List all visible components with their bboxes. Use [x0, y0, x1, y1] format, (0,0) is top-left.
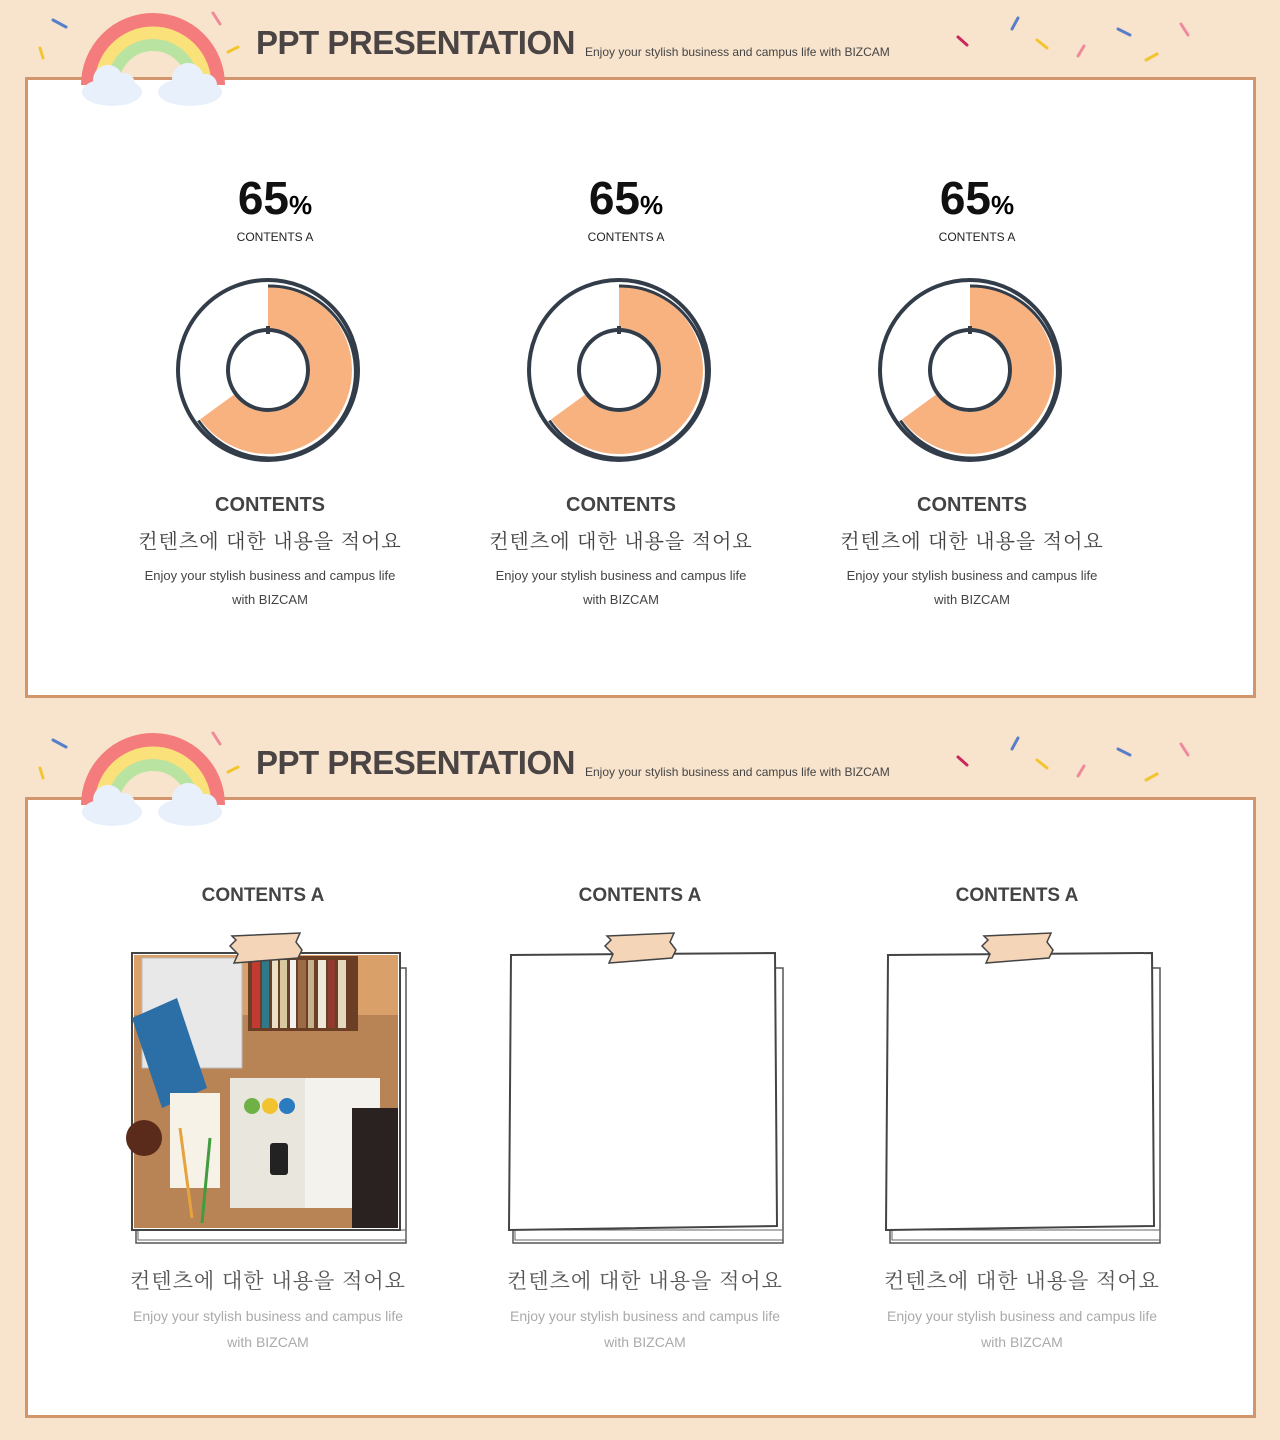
caption-line-1: Enjoy your stylish business and campus life: [495, 568, 747, 583]
donut-chart: [870, 270, 1070, 470]
caption-korean: 컨텐츠에 대한 내용을 적어요: [138, 531, 402, 553]
percent-sign: %: [640, 190, 664, 220]
stat-block: [125, 170, 425, 244]
donut-chart: [519, 270, 719, 470]
donut-inner-ring: [930, 330, 1010, 410]
card-caption: [108, 1265, 428, 1355]
stat-caption: [110, 494, 430, 612]
caption-korean: 컨텐츠에 대한 내용을 적어요: [489, 531, 753, 553]
stat-label: CONTENTS A: [938, 230, 1016, 244]
rainbow-cloud-icon: [78, 10, 228, 110]
caption-line-2: with BIZCAM: [934, 592, 1010, 607]
card-heading-block: [113, 885, 413, 907]
caption-description: [485, 1303, 805, 1355]
percent-sign: %: [289, 190, 313, 220]
caption-line-2: with BIZCAM: [232, 592, 308, 607]
donut-inner-ring: [579, 330, 659, 410]
stat-block: [476, 170, 776, 244]
caption-heading: CONTENTS: [917, 494, 1027, 516]
caption-heading: CONTENTS: [566, 494, 676, 516]
caption-line-1: Enjoy your stylish business and campus life: [144, 568, 396, 583]
caption-korean: 컨텐츠에 대한 내용을 적어요: [884, 1270, 1160, 1293]
tape-decoration: [230, 933, 302, 963]
caption-line-1: Enjoy your stylish business and campus life: [132, 1308, 404, 1324]
caption-description: [110, 564, 430, 612]
caption-line-1: Enjoy your stylish business and campus life: [886, 1308, 1158, 1324]
caption-korean: 컨텐츠에 대한 내용을 적어요: [130, 1270, 406, 1293]
stat-label: CONTENTS A: [587, 230, 665, 244]
stat-caption: [812, 494, 1132, 612]
card-heading-block: [867, 885, 1167, 907]
slide-subtitle: Enjoy your stylish business and campus life with BIZCAM: [585, 765, 890, 779]
percent-number: 65: [939, 172, 992, 224]
slide-title: PPT PRESENTATION: [256, 744, 575, 781]
tape-decoration: [605, 933, 676, 963]
caption-line-1: Enjoy your stylish business and campus life: [509, 1308, 781, 1324]
caption-heading: CONTENTS: [215, 494, 325, 516]
caption-line-2: with BIZCAM: [604, 1334, 686, 1350]
caption-line-2: with BIZCAM: [227, 1334, 309, 1350]
stat-value: [476, 170, 776, 226]
caption-description: [108, 1303, 428, 1355]
photo-frame-placeholder[interactable]: [876, 928, 1166, 1248]
photo-frame-placeholder[interactable]: [499, 928, 789, 1248]
donut-chart: [168, 270, 368, 470]
caption-line-2: with BIZCAM: [981, 1334, 1063, 1350]
caption-description: [812, 564, 1132, 612]
tape-decoration: [982, 933, 1053, 963]
card-heading: CONTENTS A: [955, 885, 1079, 906]
rainbow-cloud-icon: [78, 730, 228, 830]
caption-korean: 컨텐츠에 대한 내용을 적어요: [840, 531, 1104, 553]
desk-photo: [126, 955, 398, 1228]
caption-korean: 컨텐츠에 대한 내용을 적어요: [507, 1270, 783, 1293]
stat-block: [827, 170, 1127, 244]
card-caption: [485, 1265, 805, 1355]
slide-title: PPT PRESENTATION: [256, 24, 575, 61]
card-heading-block: [490, 885, 790, 907]
percent-number: 65: [588, 172, 641, 224]
caption-line-2: with BIZCAM: [583, 592, 659, 607]
percent-sign: %: [991, 190, 1015, 220]
caption-line-1: Enjoy your stylish business and campus life: [846, 568, 1098, 583]
card-heading: CONTENTS A: [201, 885, 325, 906]
card-caption: [862, 1265, 1182, 1355]
caption-description: [862, 1303, 1182, 1355]
photo-frame[interactable]: [122, 928, 412, 1248]
card-heading: CONTENTS A: [578, 885, 702, 906]
stat-value: [125, 170, 425, 226]
donut-inner-ring: [228, 330, 308, 410]
stat-caption: [461, 494, 781, 612]
percent-number: 65: [237, 172, 290, 224]
caption-description: [461, 564, 781, 612]
stat-label: CONTENTS A: [236, 230, 314, 244]
slide-subtitle: Enjoy your stylish business and campus life with BIZCAM: [585, 45, 890, 59]
stat-value: [827, 170, 1127, 226]
